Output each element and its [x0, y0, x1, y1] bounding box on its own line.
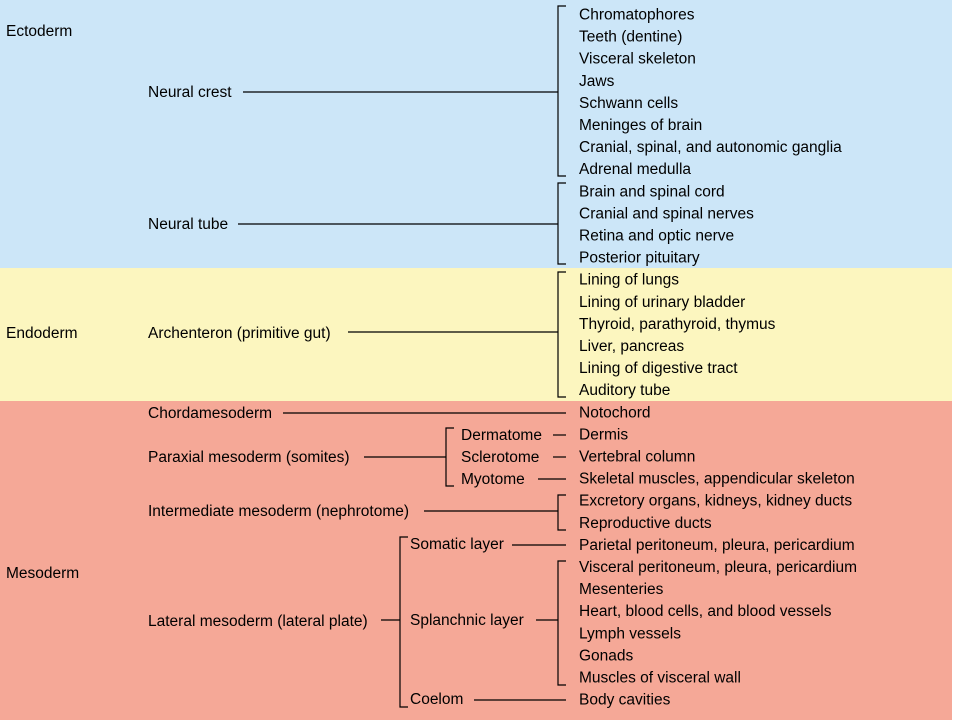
derivative-item: Heart, blood cells, and blood vessels — [579, 603, 832, 621]
derivative-item: Skeletal muscles, appendicular skeleton — [579, 470, 855, 488]
sublayer-dermatome: Dermatome — [461, 427, 542, 444]
origin-intermediate-mesoderm: Intermediate mesoderm (nephrotome) — [148, 503, 410, 520]
derivative-item: Posterior pituitary — [579, 249, 700, 267]
derivative-item: Vertebral column — [579, 448, 696, 466]
endoderm-band — [0, 268, 952, 401]
derivative-item: Notochord — [579, 404, 651, 422]
derivative-item: Schwann cells — [579, 94, 679, 112]
ectoderm-band — [0, 0, 952, 268]
derivative-item: Cranial, spinal, and autonomic ganglia — [579, 139, 842, 157]
sublayer-splanchnic: Splanchnic layer — [410, 612, 524, 629]
derivative-item: Dermis — [579, 426, 629, 444]
derivative-item: Lining of urinary bladder — [579, 293, 746, 311]
derivative-item: Cranial and spinal nerves — [579, 205, 754, 223]
derivative-item: Body cavities — [579, 691, 671, 709]
derivative-item: Visceral peritoneum, pleura, pericardium — [579, 559, 857, 576]
derivative-item: Lining of digestive tract — [579, 360, 738, 378]
sublayer-myotome: Myotome — [461, 471, 525, 488]
derivative-item: Liver, pancreas — [579, 338, 685, 355]
derivative-item: Meninges of brain — [579, 117, 703, 134]
derivative-item: Visceral skeleton — [579, 50, 696, 68]
sublayer-coelom: Coelom — [410, 691, 464, 708]
derivative-item: Jaws — [579, 72, 615, 90]
derivative-item: Lining of lungs — [579, 271, 679, 289]
derivative-item: Gonads — [579, 647, 634, 665]
sublayer-sclerotome: Sclerotome — [461, 449, 540, 466]
derivative-item: Teeth (dentine) — [579, 28, 683, 46]
layer-label-ectoderm: Ectoderm — [6, 23, 73, 40]
derivative-item: Chromatophores — [579, 6, 695, 24]
derivative-item: Thyroid, parathyroid, thymus — [579, 315, 776, 333]
derivative-item: Lymph vessels — [579, 625, 681, 643]
origin-neural-crest: Neural crest — [148, 84, 232, 101]
layer-label-mesoderm: Mesoderm — [6, 565, 80, 582]
layer-label-endoderm: Endoderm — [6, 325, 78, 342]
origin-lateral-mesoderm: Lateral mesoderm (lateral plate) — [148, 613, 368, 630]
derivative-item: Reproductive ducts — [579, 514, 712, 532]
sublayer-somatic: Somatic layer — [410, 536, 504, 553]
derivative-item: Retina and optic nerve — [579, 227, 735, 245]
origin-neural-tube: Neural tube — [148, 216, 229, 233]
derivative-item: Auditory tube — [579, 382, 671, 400]
origin-chordamesoderm: Chordamesoderm — [148, 405, 273, 422]
derivative-item: Excretory organs, kidneys, kidney ducts — [579, 492, 853, 510]
origin-paraxial-mesoderm: Paraxial mesoderm (somites) — [148, 449, 350, 466]
derivative-item: Parietal peritoneum, pleura, pericardium — [579, 536, 855, 554]
derivative-item: Brain and spinal cord — [579, 183, 725, 201]
origin-archenteron: Archenteron (primitive gut) — [148, 325, 331, 342]
derivative-item: Mesenteries — [579, 581, 664, 599]
derivative-item: Adrenal medulla — [579, 161, 692, 179]
derivative-item: Muscles of visceral wall — [579, 669, 741, 687]
